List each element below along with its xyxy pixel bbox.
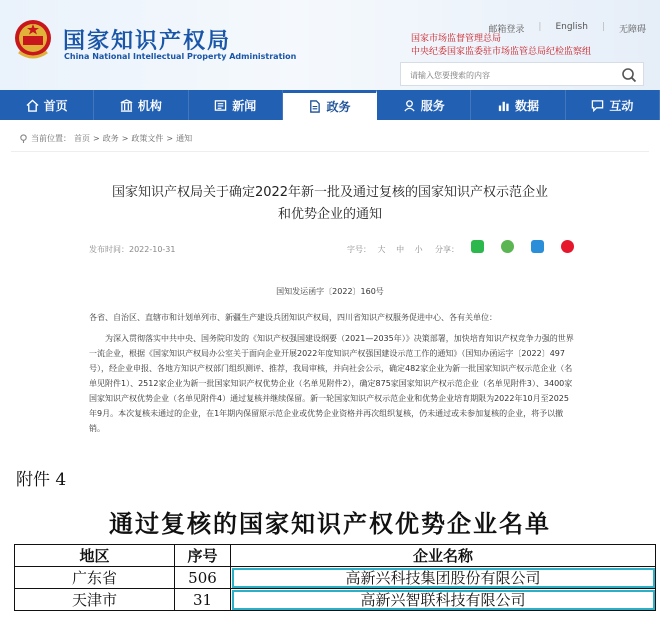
column-header-number: 序号 <box>175 545 231 567</box>
share-label: 分享： <box>435 245 459 254</box>
nav-data[interactable] <box>471 90 565 120</box>
attachment-label: 附件 4 <box>16 470 67 490</box>
site-header <box>0 0 660 90</box>
search-box <box>400 62 644 86</box>
nav-home[interactable] <box>0 90 94 120</box>
wechat-icon[interactable] <box>471 240 484 253</box>
attachment-title: 通过复核的国家知识产权优势企业名单 <box>109 509 551 538</box>
publish-date: 发布时间：2022-10-31 <box>89 245 176 254</box>
breadcrumb <box>19 133 192 144</box>
table-row <box>15 567 656 589</box>
home-icon <box>26 99 39 112</box>
nav-label: 数据 <box>515 98 540 113</box>
national-emblem-icon[interactable] <box>13 18 53 62</box>
weibo-icon[interactable] <box>561 240 574 253</box>
qq-icon[interactable] <box>531 240 544 253</box>
nav-label: 互动 <box>609 98 634 113</box>
search-icon[interactable] <box>621 67 637 83</box>
breadcrumb-notice[interactable]: 通知 <box>176 134 193 143</box>
news-icon <box>214 99 227 112</box>
document-number: 国知发运函字〔2022〕160号 <box>276 287 384 296</box>
nav-label: 政务 <box>326 100 351 114</box>
attachment-image <box>0 460 660 622</box>
table-row <box>15 589 656 611</box>
accessibility-link[interactable]: 无障碍 <box>618 25 646 35</box>
enterprise-table <box>14 544 656 611</box>
site-subtitle: China National Intellectual Property Administration <box>64 52 297 61</box>
moments-icon[interactable] <box>501 240 514 253</box>
salutation: 各省、自治区、直辖市和计划单列市、新疆生产建设兵团知识产权局，四川省知识产权服务促进中心、各有关单位： <box>89 313 497 322</box>
breadcrumb-sep: > <box>93 134 100 143</box>
service-icon <box>403 99 416 112</box>
table-header-row <box>15 545 656 567</box>
breadcrumb-sep: > <box>166 134 174 143</box>
breadcrumb-policy[interactable]: 政策文件 <box>131 134 164 143</box>
main-nav <box>0 90 660 120</box>
location-icon <box>19 134 28 143</box>
article-title-line-1: 国家知识产权局关于确定2022年新一批及通过复核的国家知识产权示范企业 <box>111 185 549 200</box>
region-cell: 天津市 <box>15 589 175 611</box>
separator: | <box>601 22 605 32</box>
breadcrumb-affairs[interactable]: 政务 <box>102 134 119 143</box>
company-name-cell: 高新兴智联科技有限公司 <box>231 589 656 611</box>
site-title[interactable]: 国家知识产权局 <box>63 29 232 54</box>
mail-login-link[interactable]: 邮箱登录 <box>488 25 525 35</box>
chat-icon <box>591 99 604 112</box>
article-title <box>11 182 649 226</box>
affiliation-links <box>411 33 591 59</box>
article-title-line-2: 和优势企业的通知 <box>277 207 382 222</box>
nav-label: 首页 <box>43 98 68 113</box>
font-size-label: 字号： <box>347 245 371 254</box>
separator: | <box>538 22 542 32</box>
breadcrumb-prefix: 当前位置： <box>31 134 71 143</box>
data-icon <box>497 99 510 112</box>
nav-services[interactable] <box>377 90 471 120</box>
english-link[interactable]: English <box>555 22 588 32</box>
article <box>11 151 649 458</box>
nav-institutions[interactable] <box>94 90 188 120</box>
samr-link[interactable]: 国家市场监督管理总局 <box>411 34 502 44</box>
nav-label: 机构 <box>137 98 162 113</box>
article-body <box>89 310 575 442</box>
font-size-control <box>347 244 423 255</box>
number-cell: 31 <box>175 589 231 611</box>
font-size-large[interactable]: 大 <box>377 245 386 254</box>
font-size-medium[interactable]: 中 <box>396 245 405 254</box>
nav-label: 新闻 <box>232 98 257 113</box>
font-size-small[interactable]: 小 <box>414 245 423 254</box>
nav-news[interactable] <box>189 90 283 120</box>
nav-government-affairs[interactable] <box>283 90 377 120</box>
column-header-name: 企业名称 <box>231 545 656 567</box>
discipline-inspection-link[interactable]: 中央纪委国家监委驻市场监管总局纪检监察组 <box>411 47 592 57</box>
breadcrumb-home[interactable]: 首页 <box>74 134 90 143</box>
region-cell: 广东省 <box>15 567 175 589</box>
search-input[interactable] <box>401 65 611 87</box>
nav-interaction[interactable] <box>566 90 660 120</box>
share-bar <box>435 244 459 255</box>
nav-label: 服务 <box>420 98 445 113</box>
column-header-region: 地区 <box>15 545 175 567</box>
breadcrumb-sep: > <box>121 134 129 143</box>
document-icon <box>308 100 321 113</box>
company-name-cell: 高新兴科技集团股份有限公司 <box>231 567 656 589</box>
body-paragraph: 为深入贯彻落实中共中央、国务院印发的《知识产权强国建设纲要（2021—2035年）》决策部署，加快培育知识产权竞争力强的世界一流企业，根据《国家知识产权局办公室关于面向企业开展2022年度知识产权强国建设示范工作的通知》（国知办函运字〔2022〕497号），经企业申报、各地方知识产权部门组织测评、推荐，我局审核，并向社会公示，确定482家企业为新一批国家知识产权示范企业（名单见附件1）、2512家企业为新一批国家知识产权优势企业（名单见附件2），确定875家国家知识产权示范企业（名单见附件3）、3400家国家知识产权优势企业（名单见附件4）通过复核并继续保留。新一轮国家知识产权示范企业和优势企业培育期限为2022年10月至2025年9月。本次复核未通过的企业，在1年期内保留原示范企业或优势企业资格并再次组织复核，仍未通过或未参加复核的企业，将予以撤销。 <box>89 334 574 433</box>
building-icon <box>120 99 133 112</box>
number-cell: 506 <box>175 567 231 589</box>
